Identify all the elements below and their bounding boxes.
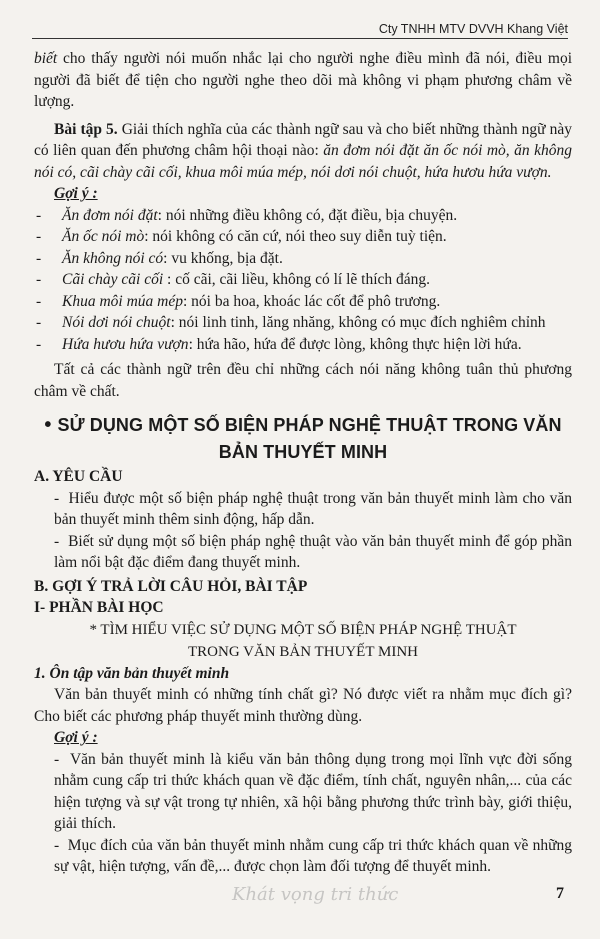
intro-text: cho thấy người nói muốn nhắc lại cho người nghe điều mình đã nói, điều mọi người đã biết để tiện cho người nghe theo dõi mà không vi phạm phương châm về lượng. [34, 50, 572, 110]
idiom-definition: : nói không có căn cứ, nói theo suy diễn tuỳ tiện. [144, 228, 447, 245]
idiom-term: Cãi chày cãi cối [62, 271, 164, 288]
review-hint-label: Gợi ý : [54, 729, 98, 746]
part-b-heading: B. GỢI Ý TRẢ LỜI CÂU HỎI, BÀI TẬP [34, 577, 308, 595]
exercise-5-idioms: ăn đơm nói đặt ăn ốc nói mò, ăn không nói có, cãi chày cãi cối, khua môi múa mép, nói dơi nói chuột, hứa hươu hứa vượn. [34, 142, 572, 181]
list-item: - Ăn không nói có: vu khống, bịa đặt. [36, 249, 283, 267]
section-title [34, 412, 572, 466]
study-title-line-2: TRONG VĂN BẢN THUYẾT MINH [187, 643, 418, 660]
exercise-5-label: Bài tập 5. [54, 120, 118, 138]
header-rule [32, 38, 568, 39]
study-title-line-1: * TÌM HIỂU VIỆC SỬ DỤNG MỘT SỐ BIỆN PHÁP NGHỆ THUẬT [89, 621, 517, 638]
part-i-heading: I- PHẦN BÀI HỌC [34, 599, 164, 616]
list-item: - Hứa hươu hứa vượn: hứa hão, hứa để được lòng, không thực hiện lời hứa. [36, 335, 522, 353]
page-header [0, 0, 600, 40]
idiom-definition: : hứa hão, hứa để được lòng, không thực hiện lời hứa. [188, 335, 522, 353]
review-answer: - Văn bản thuyết minh là kiểu văn bản thông dụng trong mọi lĩnh vực đời sống nhằm cung cấp tri thức khách quan về đặc điểm, tính chất, nguyên nhân,... của các hiện tượng và sự vật trong tự nhiên, xã hội bằng phương thức trình bày, giới thiệu, giải thích. [54, 750, 572, 832]
idiom-term: Nói dơi nói chuột [62, 314, 171, 331]
list-item: - Ăn ốc nói mò: nói không có căn cứ, nói theo suy diễn tuỳ tiện. [36, 228, 447, 245]
bullet-icon: • [44, 414, 52, 436]
idiom-definition: : nói ba hoa, khoác lác cốt để phô trương. [182, 292, 441, 310]
idiom-term: Ăn ốc nói mò [62, 228, 145, 245]
list-item: - Khua môi múa mép: nói ba hoa, khoác lác cốt để phô trương. [36, 292, 441, 310]
review-answer: - Mục đích của văn bản thuyết minh nhằm cung cấp tri thức khách quan về những sự vật, hiện tượng, vấn đề,... được chọn làm đối tượng để thuyết minh. [54, 836, 573, 875]
meanings-list [34, 205, 572, 356]
exercise-5-text: Giải thích nghĩa của các thành ngữ sau và cho biết những thành ngữ này có liên quan đến phương châm hội thoại nào: [34, 120, 572, 159]
idiom-term: Khua môi múa mép [62, 292, 183, 310]
list-item: - Nói dơi nói chuột: nói linh tinh, lăng nhăng, không có mục đích nghiêm chỉnh [36, 314, 546, 331]
page-content [34, 48, 572, 878]
idiom-term: Ăn không nói có [62, 249, 164, 267]
list-item: - Ăn đơm nói đặt: nói những điều không có, đặt điều, bịa chuyện. [36, 206, 458, 224]
hint-label: Gợi ý : [54, 185, 98, 202]
intro-italic-word: biết [34, 50, 58, 67]
conclusion-paragraph: Tất cả các thành ngữ trên đều chỉ những cách nói năng không tuân thủ phương châm về chất. [34, 361, 572, 400]
idiom-definition: : cố cãi, cãi liều, không có lí lẽ thích đáng. [163, 271, 431, 288]
page-number: 7 [556, 885, 564, 902]
idiom-definition: : nói linh tinh, lăng nhăng, không có mục đích nghiêm chỉnh [170, 314, 546, 331]
section-title-text: SỬ DỤNG MỘT SỐ BIỆN PHÁP NGHỆ THUẬT TRONG VĂN BẢN THUYẾT MINH [57, 415, 562, 462]
review-question: Văn bản thuyết minh có những tính chất gì? Nó được viết ra nhằm mục đích gì? Cho biết các phương pháp thuyết minh thường dùng. [34, 686, 572, 725]
requirement-item: - Hiểu được một số biện pháp nghệ thuật trong văn bản thuyết minh làm cho văn bản thuyết minh thêm sinh động, hấp dẫn. [54, 489, 572, 528]
requirement-item: - Biết sử dụng một số biện pháp nghệ thuật vào văn bản thuyết minh để góp phần làm nổi bật đặc điểm đang thuyết minh. [54, 532, 572, 571]
list-item: - Cãi chày cãi cối : cố cãi, cãi liều, không có lí lẽ thích đáng. [36, 271, 431, 288]
idiom-definition: : nói những điều không có, đặt điều, bịa chuyện. [157, 206, 458, 224]
idiom-term: Ăn đơm nói đặt [62, 206, 158, 224]
idiom-definition: : vu khống, bịa đặt. [163, 249, 283, 267]
exercise-5-paragraph [34, 119, 572, 184]
idiom-term: Hứa hươu hứa vượn [62, 335, 189, 353]
intro-paragraph [34, 48, 572, 113]
requirements-heading: A. YÊU CẦU [34, 468, 123, 485]
review-heading: 1. Ôn tập văn bản thuyết minh [34, 664, 230, 682]
publisher-label: Cty TNHH MTV DVVH Khang Việt [378, 22, 568, 36]
watermark-text: Khát vọng tri thức [232, 884, 399, 905]
